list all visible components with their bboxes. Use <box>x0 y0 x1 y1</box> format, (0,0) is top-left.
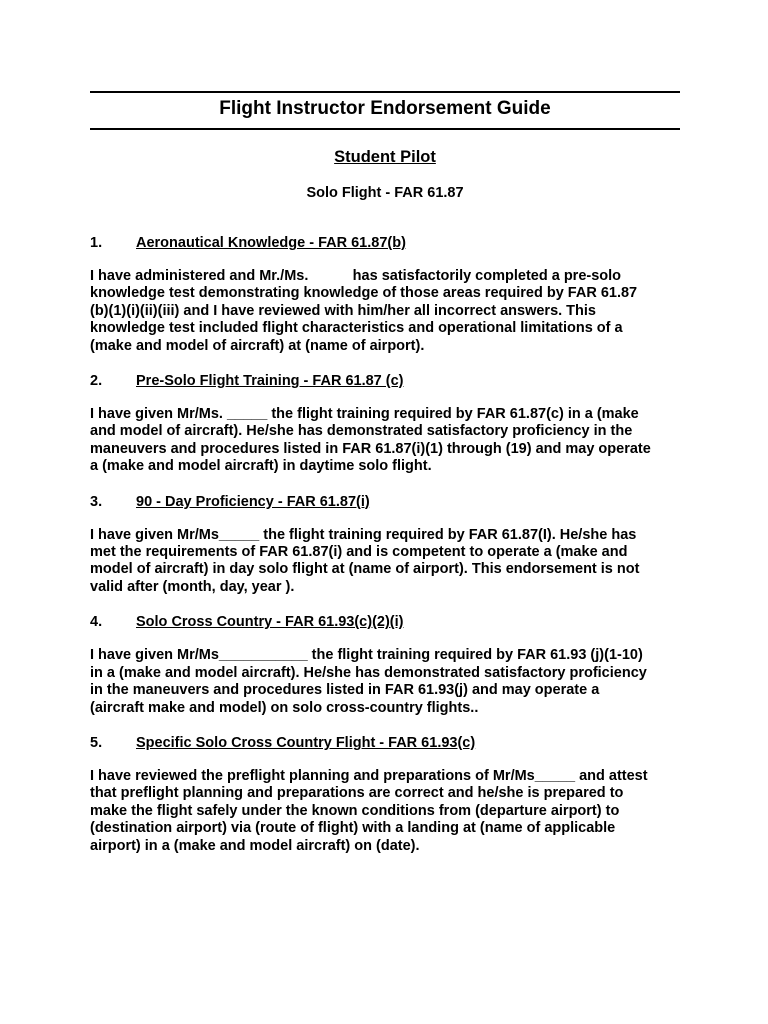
section-body: I have given Mr/Ms___________ the flight training required by FAR 61.93 (j)(1-10) in a (make and model aircraft). He/she has demonstrated satisfactory proficiency in the maneuvers and procedures listed in FAR 61.93(j) and may operate a (aircraft make and model) on solo cross-country flights.. <box>90 647 647 716</box>
document-title: Flight Instructor Endorsement Guide <box>219 98 551 119</box>
section-5 <box>90 734 680 855</box>
header-rule-top <box>90 91 680 93</box>
section-number: 5. <box>90 734 103 751</box>
section-heading <box>90 734 680 752</box>
section-heading <box>90 493 680 511</box>
section-body: I have given Mr/Ms_____ the flight training required by FAR 61.87(I). He/she has met the requirements of FAR 61.87(i) and is competent to operate a (make and model of aircraft) in day solo flight at (name of airport). This endorsement is not valid after (month, day, year ). <box>90 526 640 595</box>
section-title: Aeronautical Knowledge - FAR 61.87(b) <box>136 235 406 251</box>
section-heading <box>90 613 680 631</box>
section-number: 2. <box>90 373 103 390</box>
section-number: 4. <box>90 614 103 631</box>
header-rule-bottom <box>90 128 680 130</box>
section-body: I have given Mr/Ms. _____ the flight training required by FAR 61.87(c) in a (make and model of aircraft). He/she has demonstrated satisfactory proficiency in the maneuvers and procedures listed in FAR 61.87(i)(1) through (19) and may operate a (make and model aircraft) in daytime solo flight. <box>90 406 651 475</box>
section-title: Solo Cross Country - FAR 61.93(c)(2)(i) <box>136 614 404 631</box>
section-title: Specific Solo Cross Country Flight - FAR 61.93(c) <box>136 734 476 751</box>
section-body: I have reviewed the preflight planning and preparations of Mr/Ms_____ and attest that preflight planning and preparations are correct and he/she is prepared to make the flight safely under the known conditions from (departure airport) to (destination airport) via (route of flight) with a landing at (name of applicable airport) in a (make and model aircraft) on (date). <box>90 767 648 854</box>
section-title: 90 - Day Proficiency - FAR 61.87(i) <box>136 493 370 510</box>
section-number: 3. <box>90 493 103 510</box>
section-title: Pre-Solo Flight Training - FAR 61.87 (c) <box>136 373 404 390</box>
section-heading <box>90 234 680 252</box>
section-1 <box>90 234 680 355</box>
section-number: 1. <box>90 235 103 251</box>
document-subtitle: Student Pilot <box>334 148 436 166</box>
document-subhead: Solo Flight - FAR 61.87 <box>306 185 464 201</box>
section-body: I have administered and Mr./Ms. has satisfactorily completed a pre-solo knowledge test demonstrating knowledge of those areas required by FAR 61.87 (b)(1)(i)(ii)(iii) and I have reviewed with him/her all incorrect answers. This knowledge test included flight characteristics and operational limitations of a (make and model of aircraft) at (name of airport). <box>90 268 638 354</box>
section-heading <box>90 372 680 390</box>
section-2 <box>90 372 680 476</box>
endorsement-sections <box>90 234 680 872</box>
section-4 <box>90 613 680 717</box>
section-3 <box>90 493 680 597</box>
document-page <box>90 0 680 1024</box>
